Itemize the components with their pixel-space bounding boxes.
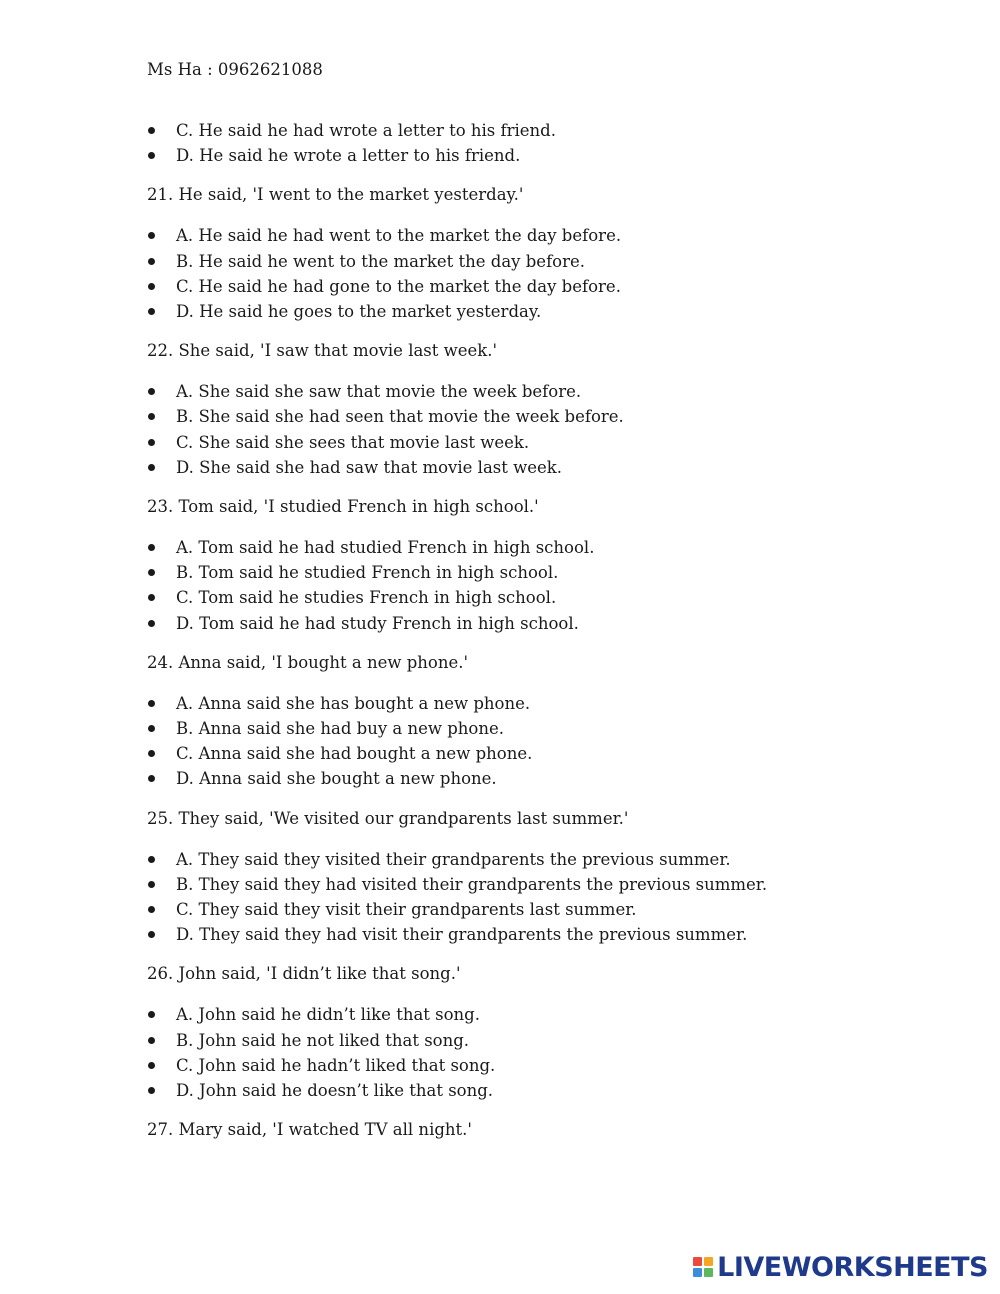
bullet-icon — [148, 906, 155, 913]
option-text: A. Tom said he had studied French in high school. — [176, 538, 595, 558]
option-text: B. John said he not liked that song. — [176, 1030, 470, 1050]
logo-square-green — [704, 1268, 713, 1277]
options-25 — [147, 847, 907, 948]
option-item — [147, 560, 907, 585]
option-item — [147, 1053, 907, 1078]
liveworksheets-logo[interactable] — [693, 1252, 988, 1282]
option-text: D. He said he goes to the market yesterday. — [176, 302, 542, 322]
bullet-icon — [148, 700, 155, 707]
bullet-icon — [148, 931, 155, 938]
bullet-icon — [148, 775, 155, 782]
logo-square-blue — [693, 1268, 702, 1277]
option-text: A. He said he had went to the market the day before. — [176, 226, 622, 246]
option-text: A. John said he didn’t like that song. — [176, 1005, 480, 1025]
option-text: D. Tom said he had study French in high school. — [176, 613, 579, 633]
bullet-icon — [148, 152, 155, 159]
logo-text: LIVEWORKSHEETS — [717, 1251, 988, 1283]
option-text: D. They said they had visit their grandparents the previous summer. — [176, 925, 748, 945]
question-25: 25. They said, 'We visited our grandparents last summer.' — [147, 808, 629, 828]
bullet-icon — [148, 1087, 155, 1094]
options-22 — [147, 379, 907, 480]
option-text: D. He said he wrote a letter to his friend. — [176, 146, 521, 166]
bullet-icon — [148, 1011, 155, 1018]
option-item — [147, 922, 907, 947]
option-item — [147, 1002, 907, 1027]
option-item — [147, 404, 907, 429]
options-21 — [147, 223, 907, 324]
option-text: C. She said she sees that movie last week. — [176, 432, 530, 452]
bullet-icon — [148, 569, 155, 576]
options-24 — [147, 691, 907, 792]
option-item — [147, 118, 907, 143]
bullet-icon — [148, 620, 155, 627]
option-item — [147, 872, 907, 897]
bullet-icon — [148, 283, 155, 290]
question-26: 26. John said, 'I didn’t like that song.' — [147, 964, 461, 984]
bullet-icon — [148, 388, 155, 395]
bullet-icon — [148, 881, 155, 888]
option-text: A. She said she saw that movie the week before. — [176, 382, 582, 402]
bullet-icon — [148, 413, 155, 420]
bullet-icon — [148, 725, 155, 732]
option-item — [147, 847, 907, 872]
option-text: B. Tom said he studied French in high school. — [176, 563, 559, 583]
option-item — [147, 1028, 907, 1053]
logo-square-orange — [704, 1257, 713, 1266]
option-item — [147, 299, 907, 324]
option-text: D. She said she had saw that movie last week. — [176, 457, 563, 477]
question-21: 21. He said, 'I went to the market yesterday.' — [147, 185, 524, 205]
bullet-icon — [148, 544, 155, 551]
bullet-icon — [148, 1037, 155, 1044]
option-item — [147, 766, 907, 791]
option-text: B. He said he went to the market the day before. — [176, 251, 586, 271]
option-text: C. Anna said she had bought a new phone. — [176, 744, 533, 764]
option-item — [147, 143, 907, 168]
option-text: B. Anna said she had buy a new phone. — [176, 719, 504, 739]
option-item — [147, 249, 907, 274]
option-item — [147, 379, 907, 404]
option-item — [147, 535, 907, 560]
bullet-icon — [148, 439, 155, 446]
option-item — [147, 716, 907, 741]
option-item — [147, 897, 907, 922]
carryover-options — [147, 118, 907, 168]
bullet-icon — [148, 308, 155, 315]
question-23: 23. Tom said, 'I studied French in high school.' — [147, 497, 539, 517]
option-item — [147, 455, 907, 480]
option-item — [147, 1078, 907, 1103]
options-23 — [147, 535, 907, 636]
option-item — [147, 274, 907, 299]
question-24: 24. Anna said, 'I bought a new phone.' — [147, 652, 468, 672]
options-26 — [147, 1002, 907, 1103]
option-text: C. Tom said he studies French in high school. — [176, 588, 557, 608]
option-text: D. Anna said she bought a new phone. — [176, 769, 497, 789]
liveworksheets-logo-icon — [693, 1257, 713, 1277]
option-text: D. John said he doesn’t like that song. — [176, 1081, 494, 1101]
question-22: 22. She said, 'I saw that movie last week.' — [147, 341, 498, 361]
bullet-icon — [148, 232, 155, 239]
option-item — [147, 430, 907, 455]
option-text: A. They said they visited their grandparents the previous summer. — [176, 849, 731, 869]
option-item — [147, 223, 907, 248]
bullet-icon — [148, 1062, 155, 1069]
option-text: B. She said she had seen that movie the week before. — [176, 407, 624, 427]
header-contact: Ms Ha : 0962621088 — [147, 60, 323, 79]
bullet-icon — [148, 464, 155, 471]
option-item — [147, 585, 907, 610]
worksheet-page — [147, 58, 907, 1158]
option-item — [147, 741, 907, 766]
logo-square-red — [693, 1257, 702, 1266]
bullet-icon — [148, 750, 155, 757]
option-text: A. Anna said she has bought a new phone. — [176, 693, 531, 713]
option-text: B. They said they had visited their grandparents the previous summer. — [176, 874, 768, 894]
option-item — [147, 611, 907, 636]
question-27: 27. Mary said, 'I watched TV all night.' — [147, 1120, 472, 1140]
bullet-icon — [148, 258, 155, 265]
bullet-icon — [148, 127, 155, 134]
option-text: C. He said he had gone to the market the day before. — [176, 276, 621, 296]
bullet-icon — [148, 856, 155, 863]
option-text: C. He said he had wrote a letter to his friend. — [176, 121, 556, 140]
option-text: C. They said they visit their grandparents last summer. — [176, 900, 637, 920]
option-text: C. John said he hadn’t liked that song. — [176, 1055, 496, 1075]
bullet-icon — [148, 594, 155, 601]
option-item — [147, 691, 907, 716]
